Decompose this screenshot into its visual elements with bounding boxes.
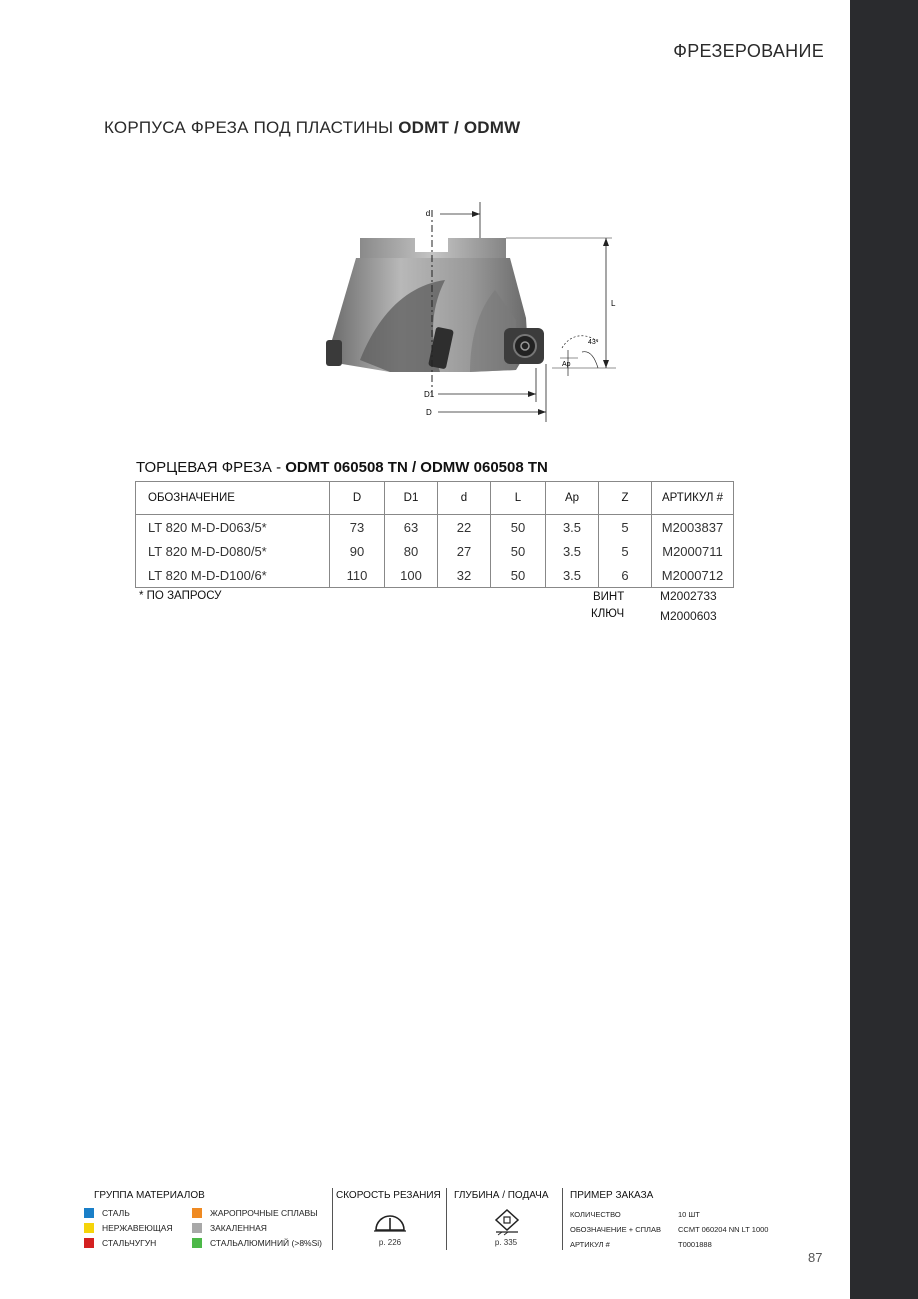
cutting-speed-ref [334,1186,446,1252]
depth-feed-icon [494,1208,520,1236]
cell-z: 5 [599,515,652,540]
cell-z: 6 [599,563,652,588]
order-article-value: T0001888 [678,1240,712,1249]
cutting-speed-page: p. 226 [378,1238,402,1247]
heat-resistant-swatch [192,1208,202,1218]
hardened-swatch [192,1223,202,1233]
dim-D-label: D [426,408,432,417]
order-quantity-label: КОЛИЧЕСТВО [570,1210,621,1219]
material-group-title: ГРУППА МАТЕРИАЛОВ [94,1190,205,1201]
legend-heat-resistant: ЖАРОПРОЧНЫЕ СПЛАВЫ [192,1208,318,1218]
dim-ap-label: Ap [562,361,571,368]
legend-aluminium: СТАЛЬАЛЮМИНИЙ (>8%Si) [192,1238,322,1248]
depth-feed-title: ГЛУБИНА / ПОДАЧА [454,1190,549,1201]
col-header-D1: D1 [385,482,438,515]
col-header-d: d [438,482,491,515]
dim-D1-label: D1 [424,390,435,399]
table-title-insert-codes: ODMT 060508 TN / ODMW 060508 TN [285,459,548,476]
cell-D: 90 [330,539,385,563]
legend-cast-iron: СТАЛЬЧУГУН [84,1238,156,1248]
cutting-speed-title: СКОРОСТЬ РЕЗАНИЯ [336,1190,441,1201]
table-title [136,459,548,476]
stainless-swatch [84,1223,94,1233]
col-header-article: АРТИКУЛ # [652,482,734,515]
cell-D: 110 [330,563,385,588]
insert-left [326,340,342,366]
depth-feed-ref [448,1186,560,1252]
col-header-L: L [491,482,546,515]
cell-D: 73 [330,515,385,540]
order-article-label: АРТИКУЛ # [570,1240,610,1249]
cast-iron-swatch [84,1238,94,1248]
key-label: КЛЮЧ [591,608,625,620]
dim-angle-label: 43° [588,339,599,346]
cell-z: 5 [599,539,652,563]
cell-ap: 3.5 [546,515,599,540]
cell-ap: 3.5 [546,539,599,563]
milling-cutter-drawing [320,200,620,428]
order-designation-label: ОБОЗНАЧЕНИЕ + СПЛАВ [570,1225,661,1234]
col-header-z: Z [599,482,652,515]
screw-article: M2002733 [660,589,717,603]
legend-hardened: ЗАКАЛЕННАЯ [192,1223,267,1233]
cell-D1: 80 [385,539,438,563]
order-example-title: ПРИМЕР ЗАКАЗА [570,1190,654,1201]
cell-L: 50 [491,563,546,588]
order-designation-value: CCMT 060204 NN LT 1000 [678,1225,769,1234]
table-header-row [136,482,734,515]
dark-side-band [850,0,918,1299]
page-heading-prefix: КОРПУСА ФРЕЗА ПОД ПЛАСТИНЫ [104,118,399,137]
footer-divider [446,1188,447,1250]
depth-feed-page: p. 335 [494,1238,518,1247]
dim-L-label: L [611,299,616,308]
cell-designation: LT 820 M-D-D063/5* [136,515,330,540]
legend-stainless: НЕРЖАВЕЮЩАЯ [84,1223,173,1233]
cell-d: 27 [438,539,491,563]
cell-ap: 3.5 [546,563,599,588]
cutter-spec-table [135,481,734,588]
speed-gauge-icon [372,1210,408,1234]
col-header-ap: Ap [546,482,599,515]
footer-divider [562,1188,563,1250]
material-group-legend [80,1186,330,1252]
col-header-D: D [330,482,385,515]
footer-divider [332,1188,333,1250]
cell-article: M2000711 [652,539,734,563]
on-request-note: * ПО ЗАПРОСУ [139,590,222,602]
cell-L: 50 [491,539,546,563]
page-heading-insert-codes: ODMT / ODMW [398,118,521,137]
aluminium-swatch [192,1238,202,1248]
cell-d: 22 [438,515,491,540]
screw-label: ВИНТ [593,591,625,603]
cell-designation: LT 820 M-D-D100/6* [136,563,330,588]
key-article: M2000603 [660,609,717,623]
table-row [136,563,734,588]
table-row [136,539,734,563]
cell-L: 50 [491,515,546,540]
order-quantity-value: 10 ШТ [678,1210,700,1219]
cell-article: M2003837 [652,515,734,540]
legend-steel: СТАЛЬ [84,1208,130,1218]
page-number: 87 [808,1250,823,1265]
cell-article: M2000712 [652,563,734,588]
section-title: ФРЕЗЕРОВАНИЕ [673,41,824,61]
footer-legend [80,1186,800,1256]
steel-swatch [84,1208,94,1218]
table-title-prefix: ТОРЦЕВАЯ ФРЕЗА - [136,459,286,476]
page-heading [104,118,520,138]
cell-d: 32 [438,563,491,588]
cell-designation: LT 820 M-D-D080/5* [136,539,330,563]
cutter-top-lugs [360,238,506,260]
cell-D1: 63 [385,515,438,540]
cell-D1: 100 [385,563,438,588]
table-row [136,515,734,540]
dim-d-label: d [425,209,431,218]
order-example [570,1186,800,1252]
col-header-designation: ОБОЗНАЧЕНИЕ [136,482,330,515]
